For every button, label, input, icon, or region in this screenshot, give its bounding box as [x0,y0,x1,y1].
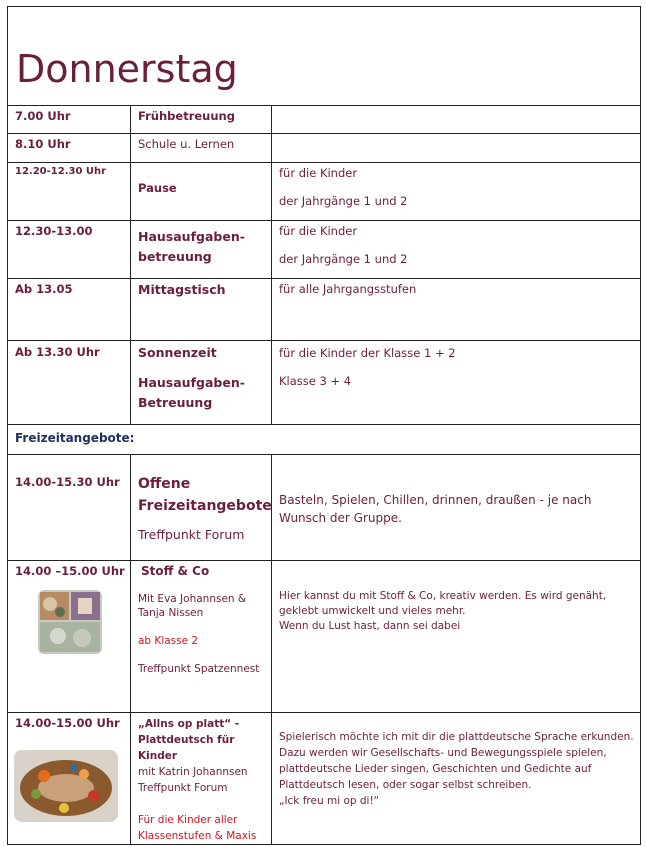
offer-location: Treffpunkt Spatzennest [138,663,260,675]
offer-target-line: Für die Kinder aller [138,814,238,826]
offer-description-line: plattdeutsche Lieder singen, Geschichten und Gedichte auf [279,763,592,775]
activity-line: Betreuung [138,395,213,410]
table-row [8,221,641,279]
offer-description-line: Hier kannst du mit Stoff & Co, kreativ werden. Es wird genäht, geklebt umwickelt und vieles mehr. [279,590,607,617]
time-cell: 12.20-12.30 Uhr [15,166,107,177]
table-row [8,713,641,845]
time-cell: Ab 13.05 [15,282,73,296]
sewing-crafts-photo [38,590,102,654]
offer-leaders-line: Mit Eva Johannsen & [138,593,247,605]
activity-line: Hausaufgaben- [138,229,245,244]
offer-title-line: Plattdeutsch für Kinder [138,734,235,762]
offer-title-line: Offene [138,476,191,492]
desc-line: für alle Jahrgangsstufen [279,282,417,296]
offer-target: ab Klasse 2 [138,635,199,647]
autumn-wreath-photo [14,750,118,822]
time-cell: 12.30-13.00 [15,224,93,238]
table-row [8,279,641,341]
offer-title: Stoff & Co [141,564,210,578]
time-cell: 14.00-15.00 Uhr [15,716,120,730]
schedule-page [7,6,640,845]
time-cell: 8.10 Uhr [15,137,71,151]
page-title: Donnerstag [16,47,238,91]
activity-line: Sonnenzeit [138,345,217,360]
table-row [8,341,641,425]
offer-leaders-line: Tanja Nissen [138,607,204,619]
offer-description-line: Spielerisch möchte ich mit dir die plattdeutsche Sprache erkunden. [279,731,634,743]
desc-line: Klasse 3 + 4 [279,374,352,388]
time-cell: 7.00 Uhr [15,109,71,123]
table-row [8,455,641,561]
offer-description: Basteln, Spielen, Chillen, drinnen, draußen - je nach Wunsch der Gruppe. [279,493,592,525]
desc-line: für die Kinder [279,166,358,180]
schedule-table [7,6,641,845]
time-cell: 14.00 –15.00 Uhr [15,564,125,578]
offer-location: Treffpunkt Forum [138,527,245,542]
title-cell [8,7,641,106]
table-row [8,561,641,713]
activity-line: Hausaufgaben- [138,375,245,390]
offer-description-line: „Ick freu mi op di!“ [279,795,380,807]
activity-line: betreuung [138,249,212,264]
desc-line: für die Kinder der Klasse 1 + 2 [279,346,456,360]
offer-target-line: Klassenstufen & Maxis [138,830,257,842]
desc-line: für die Kinder [279,224,358,238]
activity-cell: Frühbetreuung [138,109,235,123]
offer-title-line: „Allns op platt“ - [138,718,240,730]
activity-cell: Pause [138,181,177,195]
time-cell: Ab 13.30 Uhr [15,345,100,359]
offer-title-line: Freizeitangebote [138,498,272,514]
desc-cell [272,106,641,134]
table-row [8,106,641,134]
table-row [8,134,641,163]
desc-cell [272,134,641,163]
time-cell: 14.00-15.30 Uhr [15,475,120,489]
table-row [8,163,641,221]
desc-line: der Jahrgänge 1 und 2 [279,252,408,266]
offer-description-line: Wenn du Lust hast, dann sei dabei [279,620,461,632]
offer-location: Treffpunkt Forum [138,782,228,794]
offer-description-line: Plattdeutsch lesen, oder sogar selbst schreiben. [279,779,532,791]
activity-cell: Schule u. Lernen [138,137,235,151]
desc-line: der Jahrgänge 1 und 2 [279,194,408,208]
activity-cell: Mittagstisch [138,282,226,297]
table-row [8,425,641,455]
section-heading: Freizeitangebote: [15,431,135,445]
offer-leaders: mit Katrin Johannsen [138,766,248,778]
offer-description-line: Dazu werden wir Gesellschafts- und Bewegungsspiele spielen, [279,747,607,759]
